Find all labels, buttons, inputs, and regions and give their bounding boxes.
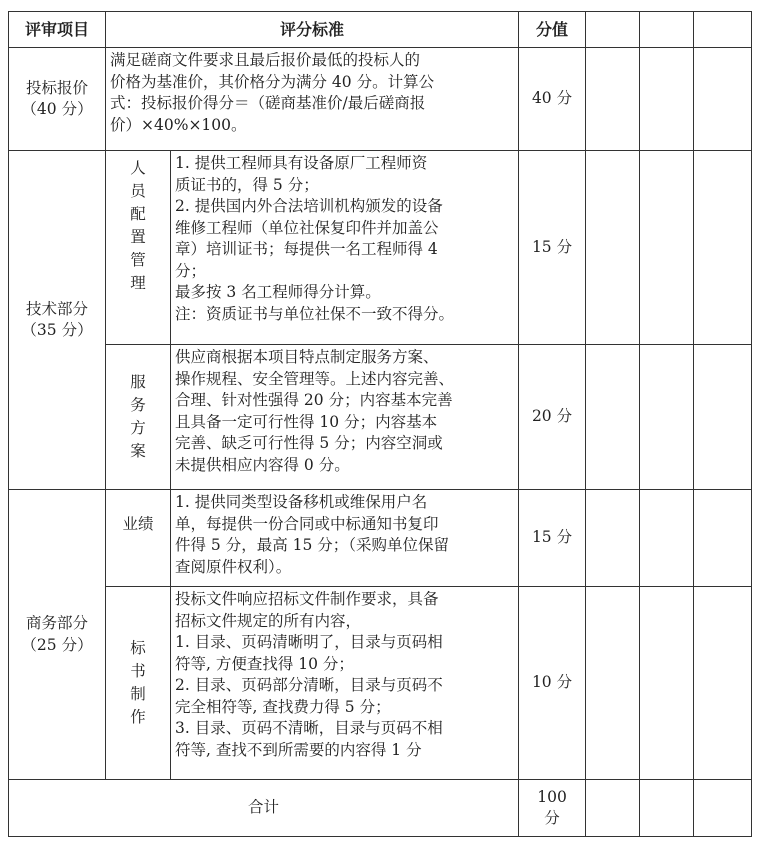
score-staff: 15 分 — [519, 151, 586, 345]
score-document: 10 分 — [519, 587, 586, 780]
scoring-table — [8, 11, 752, 837]
criteria-bid: 满足磋商文件要求且最后报价最低的投标人的 价格为基准价，其价格分为满分 40 分。计算公 式：投标报价得分＝（磋商基准价/最后磋商报 价）×40%×100。 — [106, 48, 519, 151]
blank-cell — [640, 345, 694, 490]
blank-cell — [640, 151, 694, 345]
criteria-document: 投标文件响应招标文件制作要求，具备 招标文件规定的所有内容， 1. 目录、页码清晰明了，目录与页码相 符等, 方便查找得 10 分； 2. 目录、页码部分清晰，目录与页码不 完全相符等, 查找费力得 5 分； 3. 目录、页码不清晰，目录与页码不相 符等, 查找不到所需要的内容得 1 分 — [171, 587, 519, 780]
row-biz-document — [9, 587, 752, 780]
subitem-performance: 业绩 — [106, 490, 171, 587]
subitem-staff: 人员配置管理 — [106, 151, 171, 345]
category-biz: 商务部分 （25 分） — [9, 490, 106, 780]
score-bid: 40 分 — [519, 48, 586, 151]
criteria-service: 供应商根据本项目特点制定服务方案、 操作规程、安全管理等。上述内容完善、 合理、针对性强得 20 分；内容基本完善 且具备一定可行性得 10 分；内容基本 完善、缺乏可行性得 5 分；内容空洞或 未提供相应内容得 0 分。 — [171, 345, 519, 490]
blank-cell — [586, 48, 640, 151]
blank-cell — [694, 12, 752, 48]
category-tech: 技术部分 （35 分） — [9, 151, 106, 490]
header-score: 分值 — [519, 12, 586, 48]
row-tech-staff — [9, 151, 752, 345]
blank-cell — [640, 587, 694, 780]
blank-cell — [640, 48, 694, 151]
criteria-performance: 1. 提供同类型设备移机或维保用户名 单，每提供一份合同或中标通知书复印 件得 5 分，最高 15 分；（采购单位保留 查阅原件权利）。 — [171, 490, 519, 587]
subitem-service: 服务方案 — [106, 345, 171, 490]
row-biz-performance — [9, 490, 752, 587]
blank-cell — [586, 345, 640, 490]
blank-cell — [640, 780, 694, 837]
row-bid-price — [9, 48, 752, 151]
blank-cell — [694, 780, 752, 837]
blank-cell — [694, 587, 752, 780]
row-total — [9, 780, 752, 837]
header-item: 评审项目 — [9, 12, 106, 48]
blank-cell — [694, 490, 752, 587]
header-row — [9, 12, 752, 48]
blank-cell — [586, 12, 640, 48]
blank-cell — [586, 780, 640, 837]
score-performance: 15 分 — [519, 490, 586, 587]
blank-cell — [586, 151, 640, 345]
criteria-staff: 1. 提供工程师具有设备原厂工程师资 质证书的，得 5 分； 2. 提供国内外合法培训机构颁发的设备 维修工程师（单位社保复印件并加盖公 章）培训证书；每提供一名工程师得 4 分； 最多按 3 名工程师得分计算。 注：资质证书与单位社保不一致不得分。 — [171, 151, 519, 345]
subitem-document: 标书制作 — [106, 587, 171, 780]
blank-cell — [640, 12, 694, 48]
blank-cell — [694, 345, 752, 490]
blank-cell — [586, 490, 640, 587]
total-label: 合计 — [9, 780, 519, 837]
category-bid: 投标报价 （40 分） — [9, 48, 106, 151]
score-service: 20 分 — [519, 345, 586, 490]
blank-cell — [586, 587, 640, 780]
row-tech-service — [9, 345, 752, 490]
blank-cell — [694, 151, 752, 345]
total-score: 100 分 — [519, 780, 586, 837]
header-criteria: 评分标准 — [106, 12, 519, 48]
blank-cell — [694, 48, 752, 151]
blank-cell — [640, 490, 694, 587]
